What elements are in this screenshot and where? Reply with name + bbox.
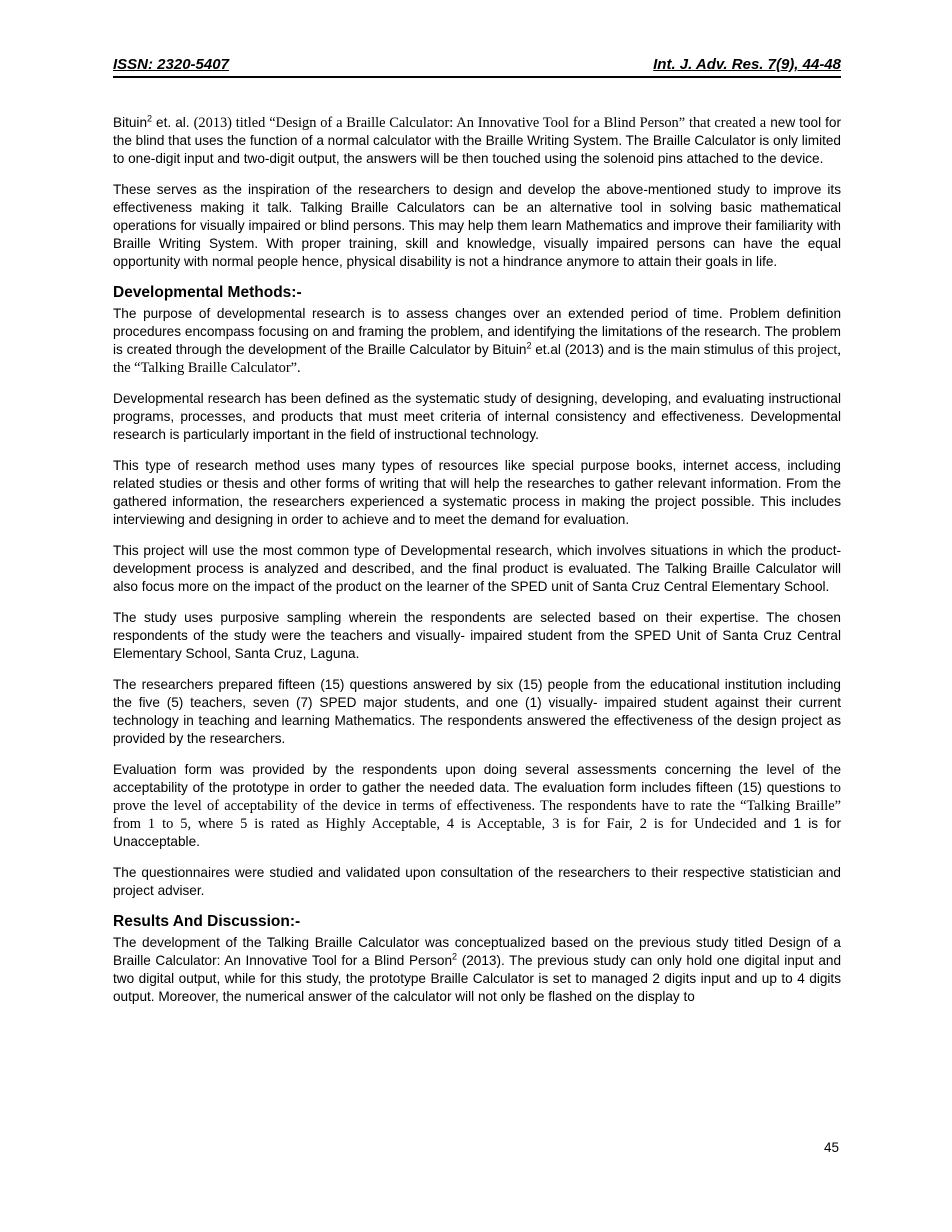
superscript-ref: 2 bbox=[526, 340, 532, 351]
paragraph bbox=[113, 181, 841, 271]
text-run: (2013) titled “Design of a Braille Calculator: An Innovative Tool for a Blind Person” that created a bbox=[193, 115, 767, 131]
superscript-ref: 2 bbox=[147, 113, 153, 124]
text-run: new tool for the blind that uses the function of a normal calculator with the Braille Writing System. The Braille Calculator is only limited to one-digit input and two-digit output, the answers will be then touched using the solenoid pins attached to the device. bbox=[113, 115, 841, 166]
text-run: et.al (2013) and is the main stimulus bbox=[531, 342, 758, 357]
paragraph bbox=[113, 934, 841, 1006]
paragraph bbox=[113, 114, 841, 168]
text-run: to prove the level of acceptability of the device in terms of effectiveness. The respondents have to rate the “Talking Braille” from 1 to 5, where 5 is rated as Highly Acceptable, 4 is Acceptable, 3 is for Fair, 2 is for Undecided bbox=[113, 780, 841, 832]
section-heading bbox=[113, 913, 841, 931]
text-run: The questionnaires were studied and validated upon consultation of the researchers to their respective statistician and project adviser. bbox=[113, 865, 841, 898]
text-run: Developmental research has been defined as the systematic study of designing, developing, and evaluating instructional programs, processes, and products that must meet criteria of internal consistency and effectiveness. Developmental research is particularly important in the field of instructional technology. bbox=[113, 391, 841, 442]
paragraph bbox=[113, 761, 841, 851]
text-run: and 1 is for Unacceptable. bbox=[113, 816, 842, 849]
section-heading bbox=[113, 284, 841, 302]
text-run: Bituin bbox=[113, 115, 148, 130]
text-run: These serves as the inspiration of the researchers to design and develop the above-mentioned study to improve its effectiveness making it talk. Talking Braille Calculators can be an alternative tool in solving basic mathematical operations for visually impaired or blind persons. This may help them learn Mathematics and improve their familiarity with Braille Writing System. With proper training, skill and knowledge, visually impaired persons can have the equal opportunity with normal people hence, physical disability is not a hindrance anymore to attain their goals in life. bbox=[113, 182, 841, 269]
text-run: The researchers prepared fifteen (15) questions answered by six (15) people from the educational institution including the five (5) teachers, seven (7) SPED major students, and one (1) visually- impaired student against their current technology in teaching and learning Mathematics. The respondents answered the effectiveness of the design project as provided by the researchers. bbox=[113, 677, 841, 746]
document-body bbox=[113, 114, 841, 1006]
text-run: The study uses purposive sampling wherein the respondents are selected based on their expertise. The chosen respondents of the study were the teachers and visually- impaired student from the SPED Unit of Santa Cruz Central Elementary School, Santa Cruz, Laguna. bbox=[113, 610, 841, 661]
paragraph bbox=[113, 542, 841, 596]
text-run: The development of the Talking Braille Calculator was conceptualized based on the previous study titled Design of a Braille Calculator: An Innovative Tool for a Blind Person bbox=[113, 935, 841, 968]
page-header bbox=[113, 56, 841, 78]
paragraph bbox=[113, 609, 841, 663]
text-run: of this project, the “Talking Braille Calculator”. bbox=[113, 342, 841, 376]
page-number: 45 bbox=[823, 1140, 839, 1155]
paragraph bbox=[113, 457, 841, 529]
text-run: Evaluation form was provided by the respondents upon doing several assessments concerning the level of the acceptability of the prototype in order to gather the needed data. The evaluation form includes fifteen (15) questions bbox=[113, 762, 841, 795]
journal-citation: Int. J. Adv. Res. 7(9), 44-48 bbox=[653, 56, 841, 73]
superscript-ref: 2 bbox=[452, 951, 458, 962]
text-run: This project will use the most common type of Developmental research, which involves situations in which the product-development process is analyzed and described, and the final product is evaluated. The Talking Braille Calculator will also focus more on the impact of the product on the learner of the SPED unit of Santa Cruz Central Elementary School. bbox=[113, 543, 841, 594]
paragraph bbox=[113, 676, 841, 748]
paragraph bbox=[113, 864, 841, 900]
text-run: (2013). The previous study can only hold one digital input and two digital output, while for this study, the prototype Braille Calculator is set to managed 2 digits input and up to 4 digits output. Moreover, the numerical answer of the calculator will not only be flashed on the display to bbox=[113, 953, 842, 1004]
text-run: Developmental Methods:- bbox=[113, 284, 302, 301]
text-run: The purpose of developmental research is to assess changes over an extended period of time. Problem definition procedures encompass focusing on and framing the problem, and identifying the limitations of the research. The problem is created through the development of the Braille Calculator by Bituin bbox=[113, 306, 841, 357]
paragraph bbox=[113, 305, 841, 377]
text-run: Results And Discussion:- bbox=[113, 913, 301, 930]
text-run: This type of research method uses many types of resources like special purpose books, internet access, including related studies or thesis and other forms of writing that will help the researches to gather relevant information. From the gathered information, the researchers experienced a systematic process in making the project possible. This includes interviewing and designing in order to achieve and to meet the demand for evaluation. bbox=[113, 458, 841, 527]
paragraph bbox=[113, 390, 841, 444]
issn-label: ISSN: 2320-5407 bbox=[113, 56, 229, 73]
text-run: et. al. bbox=[152, 115, 194, 130]
